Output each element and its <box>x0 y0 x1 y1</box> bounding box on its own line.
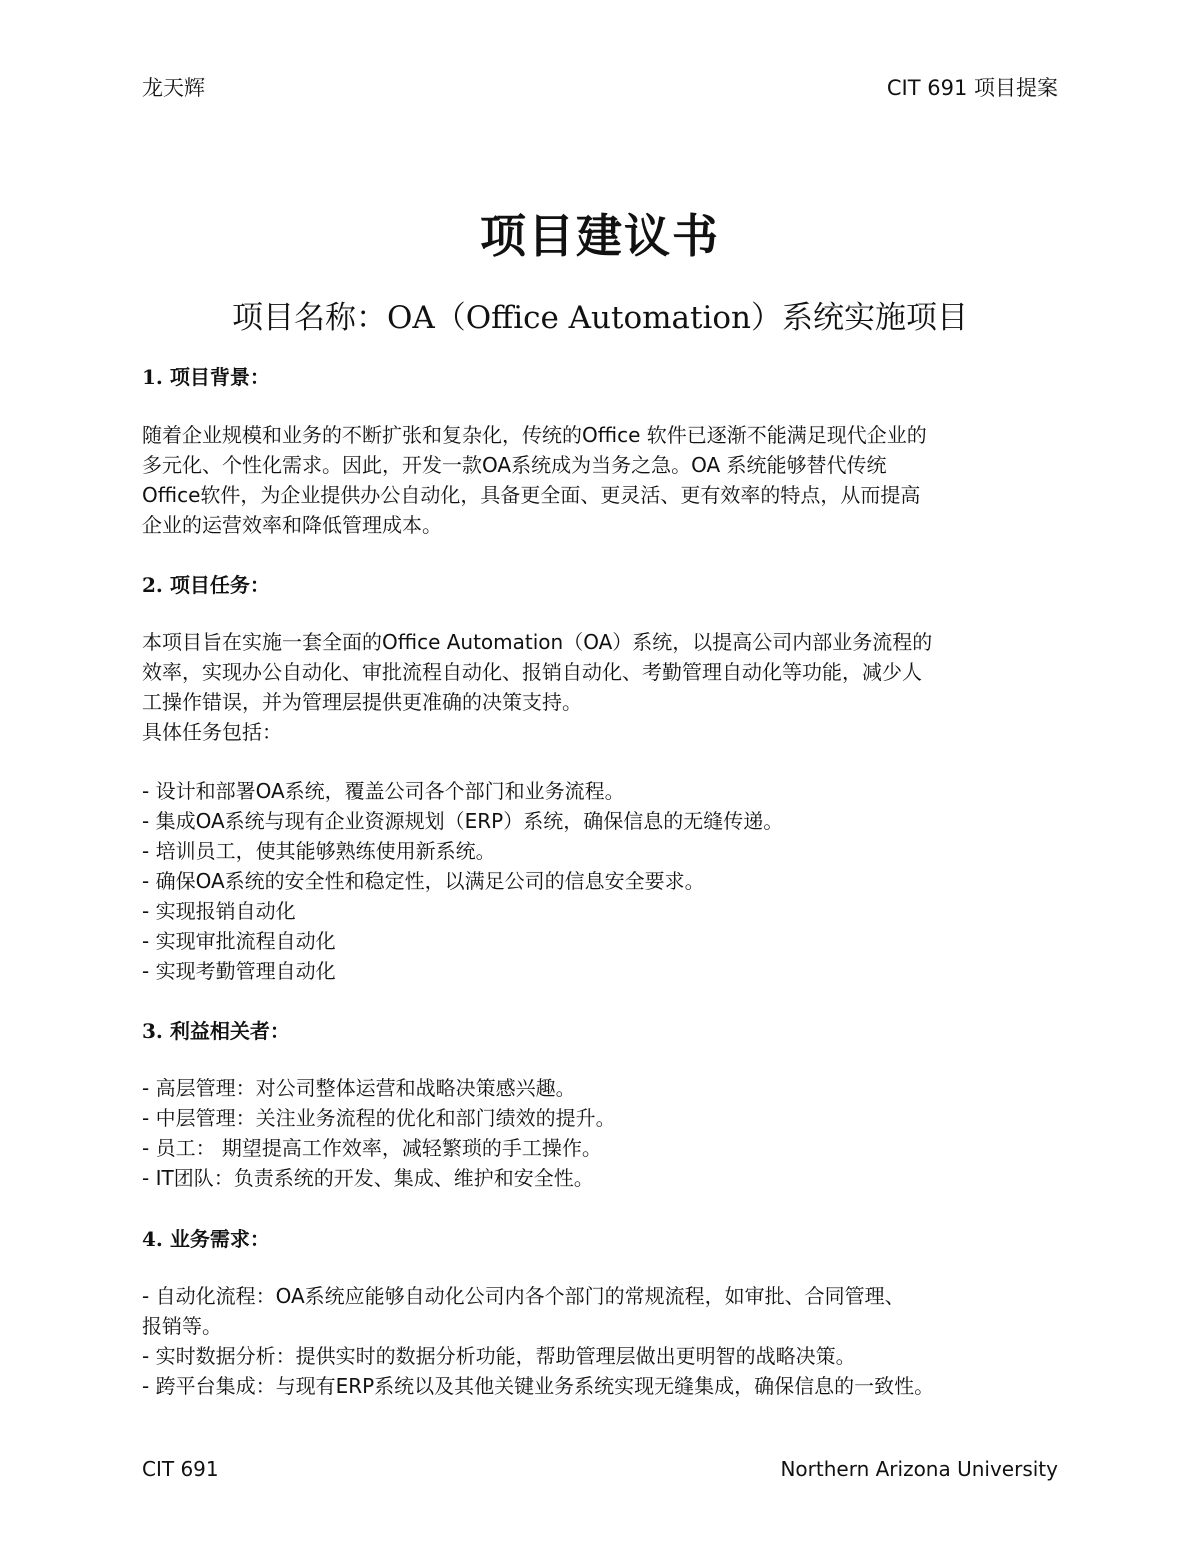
section-heading: 4. 业务需求： <box>142 1227 270 1251</box>
section-background-body <box>142 420 1062 540</box>
list-item: - 实现审批流程自动化 <box>142 929 336 953</box>
section-requirements <box>142 1224 1062 1254</box>
list-item: - 跨平台集成：与现有ERP系统以及其他关键业务系统实现无缝集成，确保信息的一致性。 <box>142 1374 935 1398</box>
footer-university: Northern Arizona University <box>780 1457 1058 1481</box>
paragraph-line: 随着企业规模和业务的不断扩张和复杂化，传统的Office 软件已逐渐不能满足现代企业的 <box>142 423 927 447</box>
section-stakeholders <box>142 1016 1062 1046</box>
section-tasks <box>142 570 1062 600</box>
header-author: 龙天辉 <box>142 76 205 100</box>
paragraph-line: 效率，实现办公自动化、审批流程自动化、报销自动化、考勤管理自动化等功能，减少人 <box>142 660 922 684</box>
section-background <box>142 362 1062 392</box>
paragraph-line: 具体任务包括： <box>142 720 282 744</box>
header-course: CIT 691 项目提案 <box>886 76 1058 100</box>
list-item: - 培训员工，使其能够熟练使用新系统。 <box>142 839 496 863</box>
list-item: - 自动化流程：OA系统应能够自动化公司内各个部门的常规流程，如审批、合同管理、 <box>142 1284 905 1308</box>
list-item: - 员工： 期望提高工作效率，减轻繁琐的手工操作。 <box>142 1136 602 1160</box>
section-heading: 2. 项目任务： <box>142 573 270 597</box>
section-requirements-list <box>142 1281 1062 1401</box>
paragraph-line: 多元化、个性化需求。因此，开发一款OA系统成为当务之急。OA 系统能够替代传统 <box>142 453 887 477</box>
page-subtitle: 项目名称：OA（Office Automation）系统实施项目 <box>231 300 969 336</box>
list-item: - 实现考勤管理自动化 <box>142 959 336 983</box>
paragraph-line: 企业的运营效率和降低管理成本。 <box>142 513 442 537</box>
section-heading: 3. 利益相关者： <box>142 1019 290 1043</box>
list-item: - 高层管理：对公司整体运营和战略决策感兴趣。 <box>142 1076 576 1100</box>
section-tasks-list <box>142 776 1062 986</box>
list-item: - 确保OA系统的安全性和稳定性，以满足公司的信息安全要求。 <box>142 869 705 893</box>
list-item: - 实时数据分析：提供实时的数据分析功能，帮助管理层做出更明智的战略决策。 <box>142 1344 856 1368</box>
section-heading: 1. 项目背景： <box>142 365 270 389</box>
footer-course: CIT 691 <box>142 1457 219 1481</box>
list-item: - 实现报销自动化 <box>142 899 296 923</box>
list-item: - IT团队：负责系统的开发、集成、维护和安全性。 <box>142 1166 594 1190</box>
list-item: - 集成OA系统与现有企业资源规划（ERP）系统，确保信息的无缝传递。 <box>142 809 784 833</box>
section-tasks-body <box>142 627 1062 747</box>
page-title: 项目建议书 <box>480 209 720 263</box>
list-item: 报销等。 <box>142 1314 222 1338</box>
paragraph-line: 工操作错误，并为管理层提供更准确的决策支持。 <box>142 690 582 714</box>
paragraph-line: Office软件，为企业提供办公自动化，具备更全面、更灵活、更有效率的特点，从而提高 <box>142 483 921 507</box>
section-stakeholders-list <box>142 1073 1062 1193</box>
list-item: - 中层管理：关注业务流程的优化和部门绩效的提升。 <box>142 1106 616 1130</box>
paragraph-line: 本项目旨在实施一套全面的Office Automation（OA）系统，以提高公司内部业务流程的 <box>142 630 933 654</box>
list-item: - 设计和部署OA系统，覆盖公司各个部门和业务流程。 <box>142 779 625 803</box>
